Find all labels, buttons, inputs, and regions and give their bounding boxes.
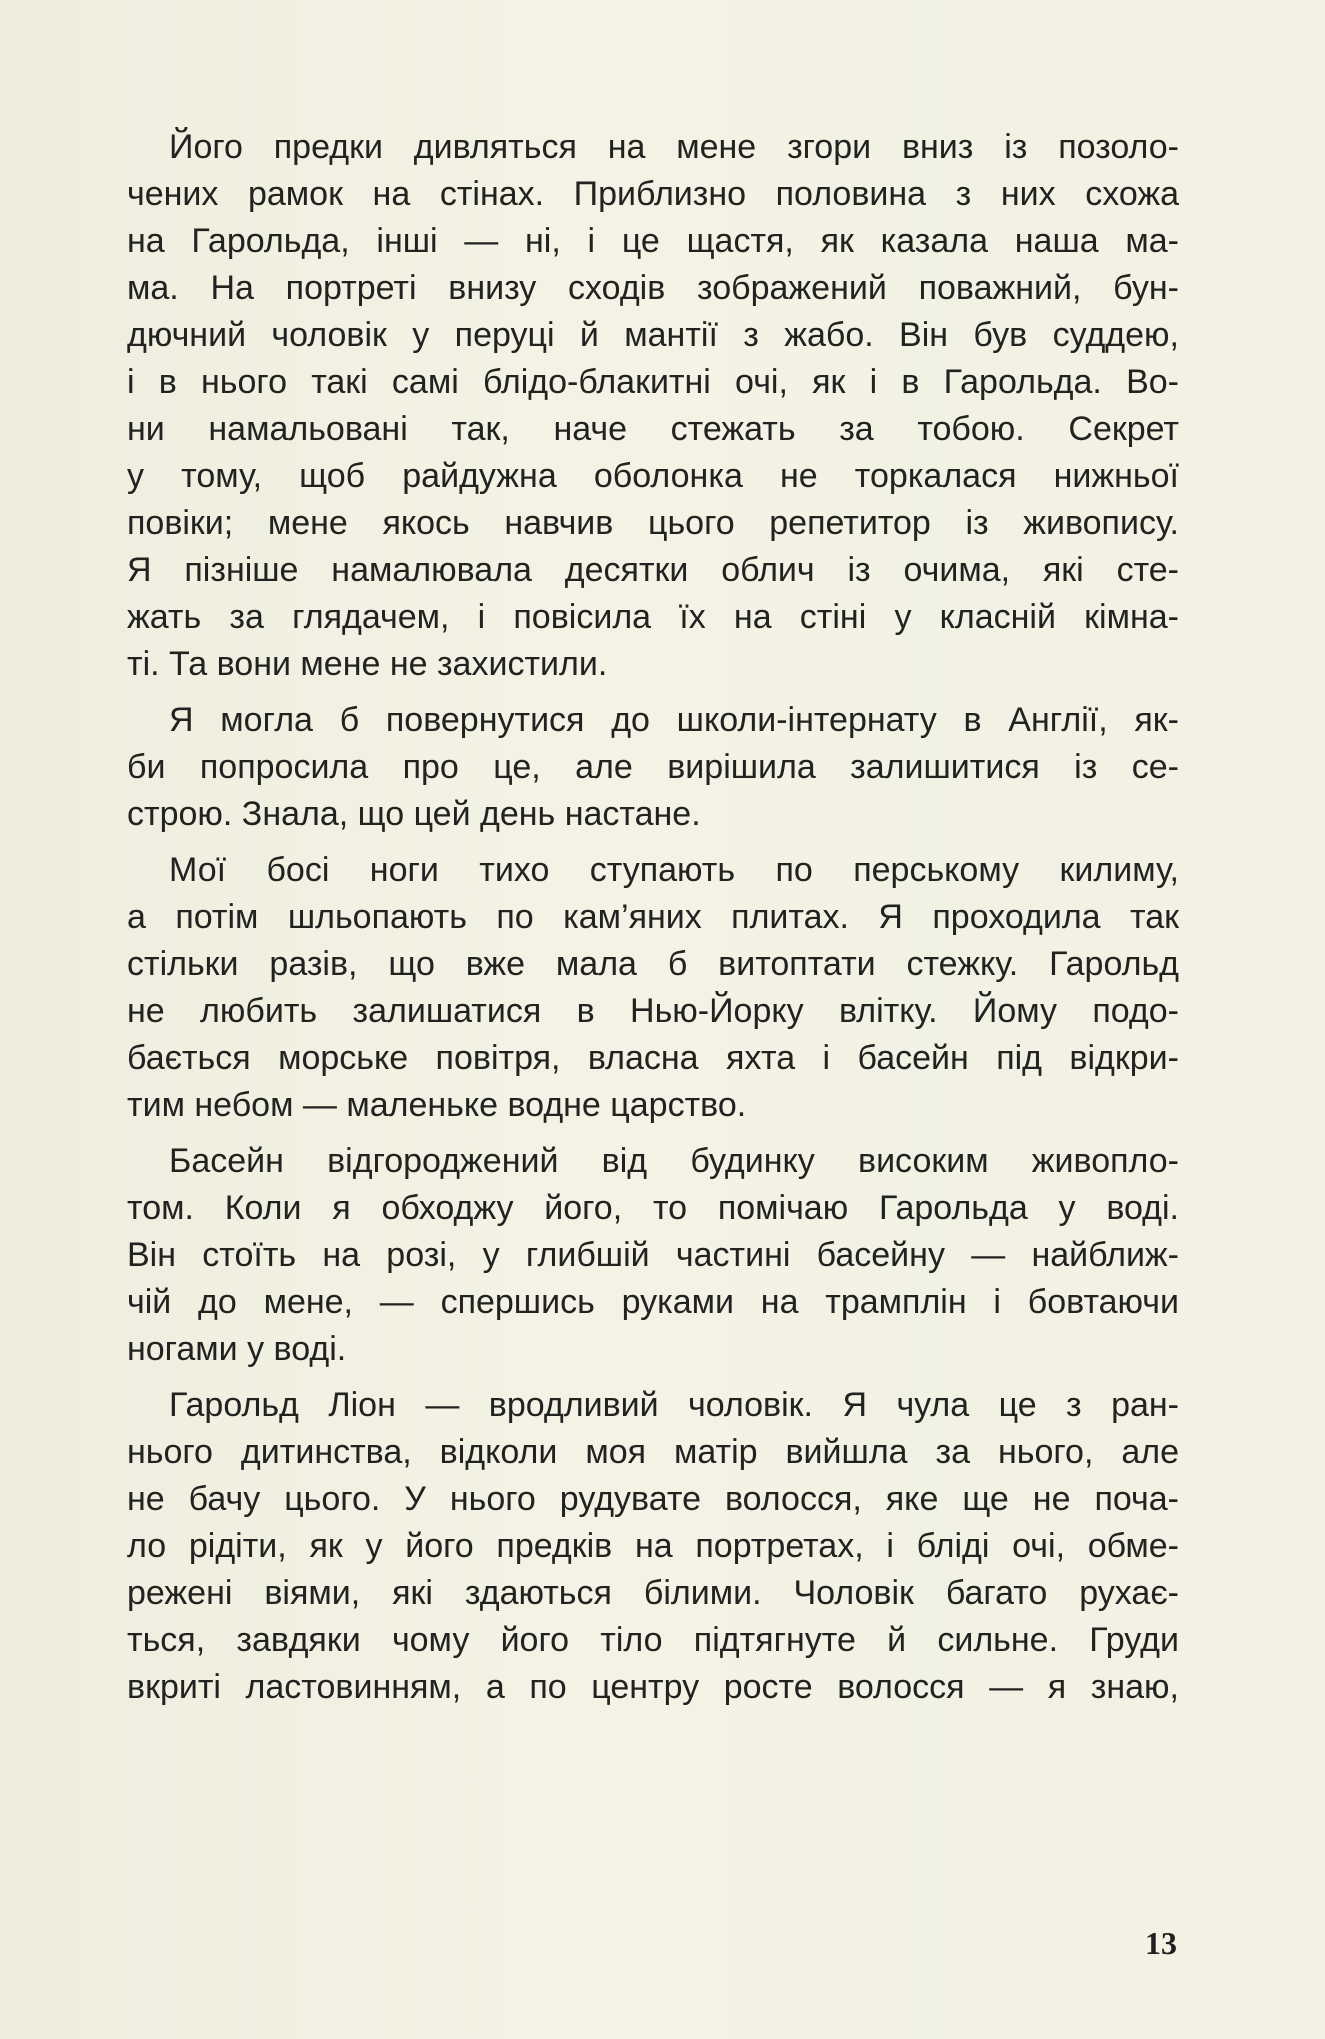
text-line: Я пізніше намалювала десятки облич із очима, які сте- [127,551,1179,589]
text-line: строю. Знала, що цей день настане. [127,795,701,833]
text-line: ма. На портреті внизу сходів зображений поважний, бун- [127,269,1179,307]
text-line: ться, завдяки чому його тіло підтягнуте й сильне. Груди [127,1621,1179,1659]
text-line: Він стоїть на розі, у глибшій частині басейну — найближ- [127,1236,1179,1274]
paragraph-5 [127,1382,1179,1711]
text-line: ті. Та вони мене не захистили. [127,645,608,683]
body-text [127,124,1179,1720]
text-line: у тому, щоб райдужна оболонка не торкалася нижньої [127,457,1179,495]
paragraph-3 [127,847,1179,1129]
text-line: дючний чоловік у перуці й мантії з жабо. Він був суддею, [127,316,1179,354]
text-line: і в нього такі самі блідо-блакитні очі, як і в Гарольда. Во- [127,363,1179,401]
text-line: ни намальовані так, наче стежать за тобою. Секрет [127,410,1179,448]
text-line: не любить залишатися в Нью-Йорку влітку. Йому подо- [127,992,1179,1030]
text-line: а потім шльопають по кам’яних плитах. Я проходила так [127,898,1179,936]
paragraph-2 [127,697,1179,838]
text-line: бається морське повітря, власна яхта і басейн під відкри- [127,1039,1179,1077]
page-number: 13 [1145,1925,1177,1961]
text-line: ло рідіти, як у його предків на портретах, і бліді очі, обме- [127,1527,1179,1565]
text-line: би попросила про це, але вирішила залишитися із се- [127,748,1179,786]
text-line: Його предки дивляться на мене згори вниз із позоло- [169,128,1179,166]
text-line: чій до мене, — спершись руками на трамплін і бовтаючи [127,1283,1179,1321]
text-line: том. Коли я обходжу його, то помічаю Гарольда у воді. [127,1189,1179,1227]
text-line: ногами у воді. [127,1330,347,1368]
paragraph-1 [127,124,1179,688]
text-line: повіки; мене якось навчив цього репетитор із живопису. [127,504,1179,542]
paragraph-4 [127,1138,1179,1373]
text-line: Мої босі ноги тихо ступають по перському килиму, [169,851,1179,889]
text-line: режені віями, які здаються білими. Чоловік багато рухає- [127,1574,1179,1612]
text-line: Гарольд Ліон — вродливий чоловік. Я чула це з ран- [169,1386,1179,1424]
text-line: чених рамок на стінах. Приблизно половина з них схожа [127,175,1179,213]
text-line: не бачу цього. У нього рудувате волосся, яке ще не поча- [127,1480,1179,1518]
text-line: Басейн відгороджений від будинку високим живопло- [169,1142,1179,1180]
text-line: стільки разів, що вже мала б витоптати стежку. Гарольд [127,945,1179,983]
text-line: вкриті ластовинням, а по центру росте волосся — я знаю, [127,1668,1179,1706]
text-line: жать за глядачем, і повісила їх на стіні у класній кімна- [127,598,1179,636]
text-line: нього дитинства, відколи моя матір вийшла за нього, але [127,1433,1179,1471]
text-line: тим небом — маленьке водне царство. [127,1086,747,1124]
text-line: на Гарольда, інші — ні, і це щастя, як казала наша ма- [127,222,1179,260]
text-line: Я могла б повернутися до школи-інтернату в Англії, як- [169,701,1179,739]
